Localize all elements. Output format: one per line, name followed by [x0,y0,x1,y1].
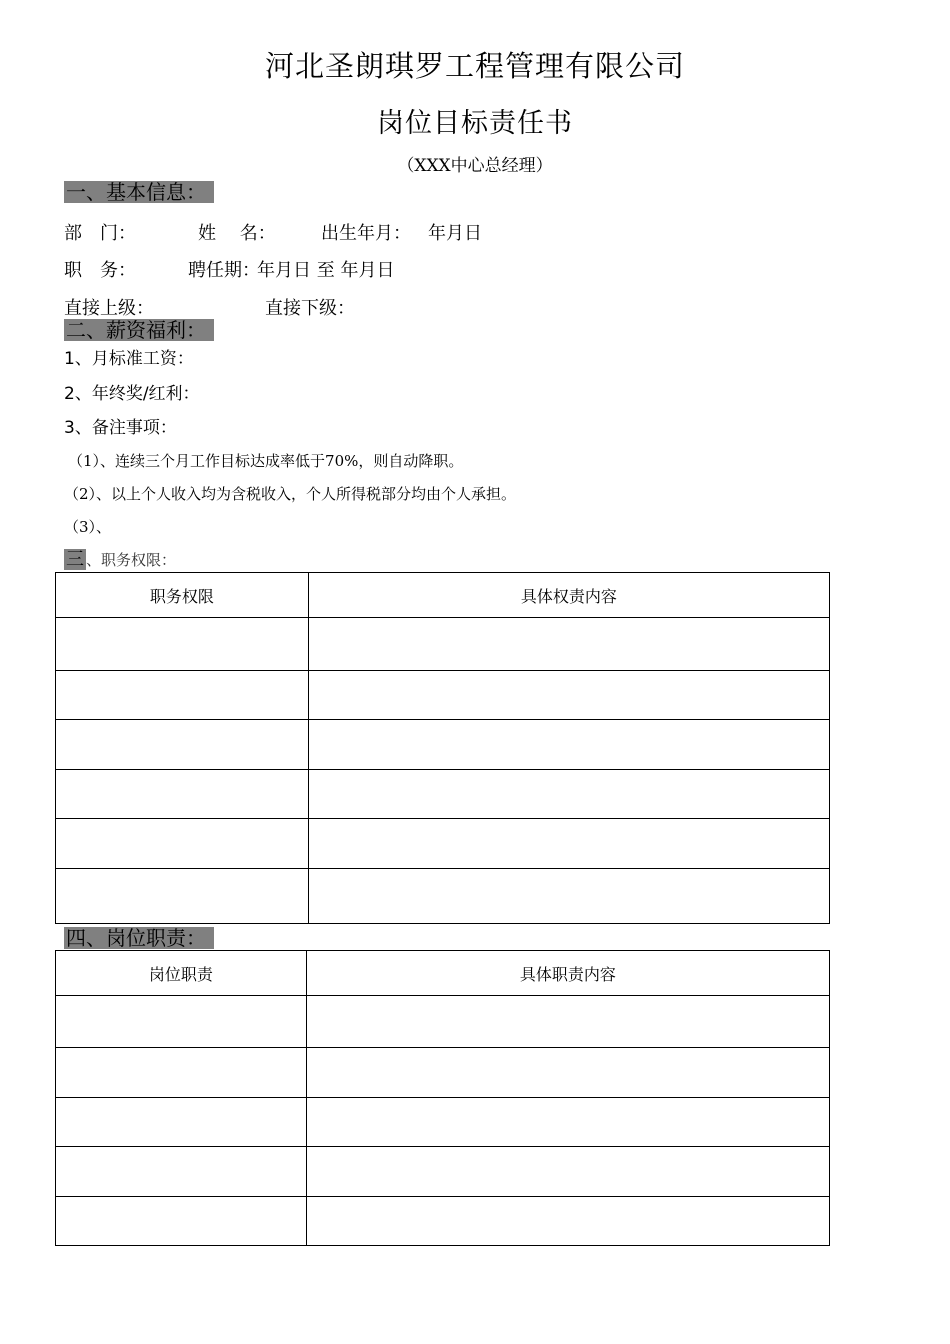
company-title: 河北圣朗琪罗工程管理有限公司 [264,49,685,83]
section-salary-heading: 二、薪资福利： [64,319,214,341]
table-cell [56,1147,307,1197]
table-cell [306,1048,829,1098]
name-label: 姓 名： [198,223,276,244]
salary-item-monthly: 1、月标准工资： [64,349,194,369]
duties-col-header: 岗位职责 [56,951,307,996]
table-cell [56,1197,307,1246]
note-2: （2）、以上个人收入均为含税收入，个人所得税部分均由个人承担。 [64,485,517,503]
table-cell [56,671,309,720]
salary-item-bonus: 2、年终奖/红利： [64,384,200,404]
table-cell [56,720,309,770]
authority-col-header: 职务权限 [56,573,309,618]
table-row [56,770,830,819]
document-title: 岗位目标责任书 [377,108,573,139]
table-cell [56,1098,307,1147]
department-label: 部 门： [64,223,136,244]
duties-table [55,950,830,1246]
table-cell [56,1048,307,1098]
table-cell [306,1197,829,1246]
table-cell [306,1147,829,1197]
section-authority-number: 三 [66,549,84,570]
subordinate-label: 直接下级： [265,298,355,319]
table-cell [308,671,829,720]
section-duties-heading: 四、岗位职责： [64,927,214,949]
salary-item-notes: 3、备注事项： [64,418,177,438]
table-row [56,869,830,924]
table-cell [308,720,829,770]
table-cell [56,618,309,671]
table-row [56,1048,830,1098]
superior-label: 直接上级： [64,298,154,319]
table-cell [306,1098,829,1147]
table-row [56,618,830,671]
document-subtitle: （XXX中心总经理） [397,156,553,176]
table-cell [308,770,829,819]
table-cell [56,819,309,869]
table-cell [306,996,829,1048]
table-row [56,819,830,869]
birth-label: 出生年月： [321,223,411,244]
note-1: （1）、连续三个月工作目标达成率低于70%，则自动降职。 [68,452,464,470]
table-row [56,1197,830,1246]
section-authority-label: 、职务权限： [86,551,177,569]
duties-content-col-header: 具体职责内容 [306,951,829,996]
table-row [56,720,830,770]
position-label: 职 务： [64,260,136,281]
table-cell [56,770,309,819]
table-row [56,1098,830,1147]
table-cell [308,819,829,869]
authority-table [55,572,830,924]
table-cell [308,618,829,671]
table-cell [56,869,309,924]
authority-content-col-header: 具体权责内容 [308,573,829,618]
term-value: 年月日 至 年月日 [257,260,395,281]
table-row [56,996,830,1048]
section-authority-heading [64,549,176,570]
table-row [56,1147,830,1197]
section-basic-info-heading: 一、基本信息： [64,181,214,203]
authority-table-header-row [56,573,830,618]
table-cell [56,996,307,1048]
table-cell [308,869,829,924]
birth-value: 年月日 [428,223,482,244]
term-label: 聘任期： [188,260,260,281]
duties-table-header-row [56,951,830,996]
table-row [56,671,830,720]
note-3: （3）、 [64,518,112,536]
